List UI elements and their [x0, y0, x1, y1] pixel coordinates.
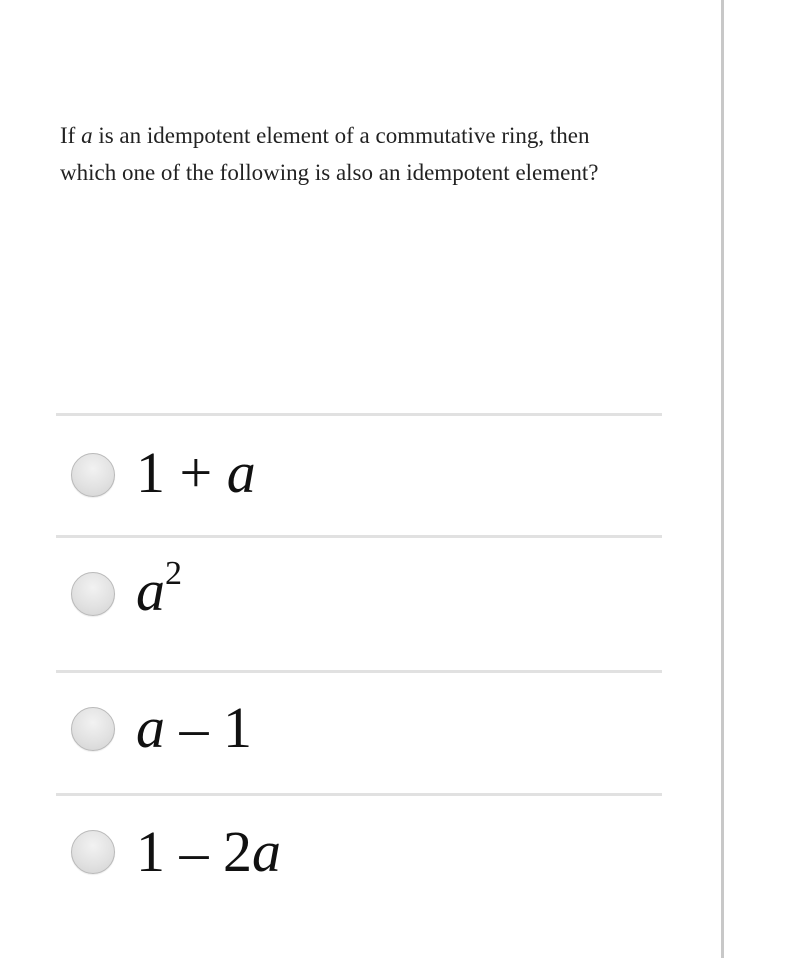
right-panel-divider	[721, 0, 724, 958]
option-1-plus-a[interactable]	[56, 416, 662, 535]
option-1-minus-2a[interactable]	[56, 796, 662, 918]
radio-button-4[interactable]	[71, 830, 115, 874]
option-label-1: 1 + a	[136, 440, 256, 505]
option-label-2: $a^2$	[136, 554, 182, 623]
radio-button-3[interactable]	[71, 707, 115, 751]
question-line1-rest: is an idempotent element of a commutative ring, then	[92, 123, 590, 148]
option-a-squared[interactable]	[56, 538, 662, 670]
question-line2: which one of the following is also an idempotent element?	[60, 160, 599, 185]
radio-button-1[interactable]	[71, 453, 115, 497]
question-text	[60, 117, 690, 191]
option-label-3: a – 1	[136, 695, 252, 760]
question-variable: a	[81, 123, 93, 148]
radio-button-2[interactable]	[71, 572, 115, 616]
option-a-minus-1[interactable]	[56, 673, 662, 793]
answer-options	[56, 413, 662, 918]
question-prefix: If	[60, 123, 82, 148]
option-label-4: 1 – 2a	[136, 819, 281, 884]
